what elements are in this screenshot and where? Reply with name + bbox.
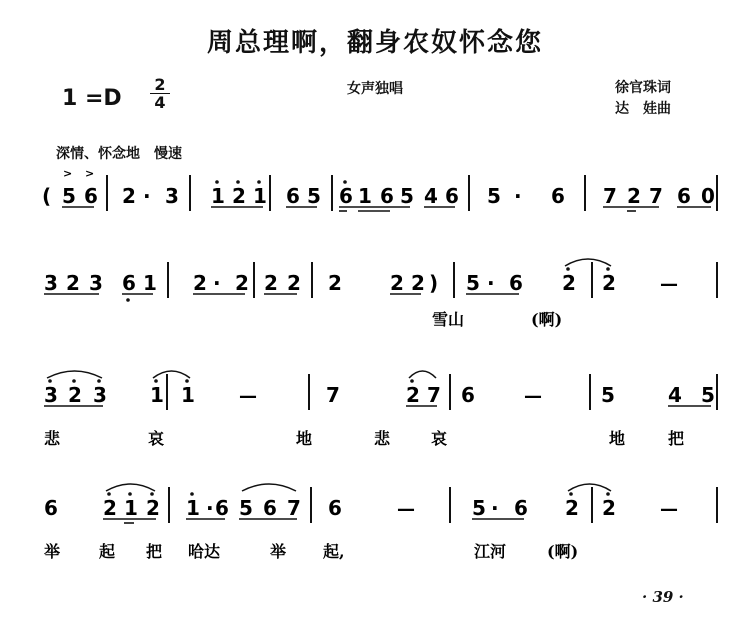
lyric: (啊) bbox=[547, 542, 579, 561]
slur bbox=[242, 484, 296, 491]
octave-dot-high bbox=[150, 492, 154, 496]
note: 2 bbox=[232, 184, 246, 208]
note: 6 bbox=[445, 184, 459, 208]
lyric: 江河 bbox=[474, 542, 507, 561]
note: 2 bbox=[193, 271, 207, 295]
slur bbox=[409, 371, 436, 378]
note: 1 bbox=[211, 184, 225, 208]
note: 6 bbox=[44, 496, 58, 520]
note: 3 bbox=[165, 184, 179, 208]
note: 2 bbox=[66, 271, 80, 295]
octave-dot-high bbox=[410, 379, 414, 383]
note: 5 bbox=[307, 184, 321, 208]
note: 4 bbox=[424, 184, 438, 208]
octave-dot-high bbox=[343, 180, 347, 184]
composer-credit: 达 娃曲 bbox=[615, 101, 671, 117]
octave-dot-high bbox=[566, 267, 570, 271]
octave-dot-high bbox=[128, 492, 132, 496]
note: 6 bbox=[263, 496, 277, 520]
octave-dot-high bbox=[97, 379, 101, 383]
note: 5 bbox=[62, 184, 76, 208]
extension-dash: — bbox=[397, 499, 415, 520]
octave-dot-low bbox=[126, 298, 130, 302]
slur bbox=[153, 371, 190, 378]
note: 6 bbox=[328, 496, 342, 520]
dotted-rhythm: · bbox=[514, 184, 522, 208]
note: 3 bbox=[44, 271, 58, 295]
note: 6 bbox=[84, 184, 98, 208]
octave-dot-high bbox=[72, 379, 76, 383]
note: 6 bbox=[514, 496, 528, 520]
accent-mark: > bbox=[85, 167, 95, 180]
note: 2 bbox=[264, 271, 278, 295]
note: 2 bbox=[411, 271, 425, 295]
note: 6 bbox=[215, 496, 229, 520]
note: 5 bbox=[239, 496, 253, 520]
lyric: 举 bbox=[270, 542, 287, 561]
lyric: 地 bbox=[609, 429, 626, 448]
slur bbox=[568, 484, 611, 491]
note: 2 bbox=[328, 271, 342, 295]
accent-mark: > bbox=[63, 167, 73, 180]
dotted-rhythm: · bbox=[487, 271, 495, 295]
lyric: 悲 bbox=[374, 429, 391, 448]
octave-dot-high bbox=[257, 180, 261, 184]
note: 3 bbox=[89, 271, 103, 295]
lyric: 把 bbox=[668, 429, 685, 448]
time-signature-denominator: 4 bbox=[150, 93, 170, 111]
performance-type: 女声独唱 bbox=[347, 81, 403, 97]
octave-dot-high bbox=[107, 492, 111, 496]
song-title: 周总理啊，翻身农奴怀念您 bbox=[206, 28, 543, 58]
note: 7 bbox=[427, 383, 441, 407]
note: 1 bbox=[124, 496, 138, 520]
note: 5 bbox=[466, 271, 480, 295]
note: 2 bbox=[68, 383, 82, 407]
octave-dot-high bbox=[606, 267, 610, 271]
note: 2 bbox=[562, 271, 576, 295]
time-signature-numerator: 2 bbox=[154, 75, 166, 94]
page-number: · 39 · bbox=[642, 588, 684, 606]
octave-dot-high bbox=[154, 379, 158, 383]
note: 6 bbox=[122, 271, 136, 295]
lyric: 地 bbox=[296, 429, 313, 448]
key-signature: 1 =D bbox=[62, 86, 122, 111]
lyric: 哀 bbox=[431, 429, 448, 448]
note: 7 bbox=[649, 184, 663, 208]
octave-dot-high bbox=[48, 379, 52, 383]
octave-dot-high bbox=[190, 492, 194, 496]
lyric: (啊) bbox=[531, 310, 563, 329]
octave-dot-high bbox=[185, 379, 189, 383]
note: 1 bbox=[253, 184, 267, 208]
dotted-rhythm: · bbox=[206, 496, 214, 520]
note: 2 bbox=[627, 184, 641, 208]
note: 2 bbox=[235, 271, 249, 295]
tempo-marking: 深情、怀念地 慢速 bbox=[56, 146, 182, 162]
note: 3 bbox=[93, 383, 107, 407]
note: 4 bbox=[668, 383, 682, 407]
note: 5 bbox=[601, 383, 615, 407]
note: 1 bbox=[358, 184, 372, 208]
note: 7 bbox=[326, 383, 340, 407]
slur bbox=[565, 259, 611, 266]
note: 2 bbox=[122, 184, 136, 208]
bracket: ( bbox=[42, 184, 52, 208]
lyric: 起, bbox=[323, 542, 345, 561]
bracket: ) bbox=[429, 271, 439, 295]
note: 2 bbox=[287, 271, 301, 295]
note: 6 bbox=[339, 184, 353, 208]
lyric: 哈达 bbox=[188, 542, 221, 561]
lyric: 悲 bbox=[44, 429, 61, 448]
note: 6 bbox=[286, 184, 300, 208]
note: 2 bbox=[602, 271, 616, 295]
lyric: 举 bbox=[44, 542, 61, 561]
slur bbox=[106, 484, 155, 491]
note: 6 bbox=[461, 383, 475, 407]
note: 6 bbox=[380, 184, 394, 208]
note: 1 bbox=[181, 383, 195, 407]
dotted-rhythm: · bbox=[491, 496, 499, 520]
note: 2 bbox=[565, 496, 579, 520]
octave-dot-high bbox=[236, 180, 240, 184]
note: 5 bbox=[400, 184, 414, 208]
note: 1 bbox=[143, 271, 157, 295]
note: 2 bbox=[103, 496, 117, 520]
note: 2 bbox=[602, 496, 616, 520]
note: 2 bbox=[146, 496, 160, 520]
extension-dash: — bbox=[239, 386, 257, 407]
extension-dash: — bbox=[660, 499, 678, 520]
note: 0 bbox=[701, 184, 715, 208]
lyricist-credit: 徐官珠词 bbox=[615, 80, 671, 96]
lyric: 把 bbox=[146, 542, 163, 561]
octave-dot-high bbox=[606, 492, 610, 496]
dotted-rhythm: · bbox=[213, 271, 221, 295]
note: 5 bbox=[487, 184, 501, 208]
note: 6 bbox=[677, 184, 691, 208]
note: 6 bbox=[551, 184, 565, 208]
note: 7 bbox=[603, 184, 617, 208]
lyric: 雪山 bbox=[432, 310, 465, 329]
note: 1 bbox=[150, 383, 164, 407]
note: 2 bbox=[390, 271, 404, 295]
slur bbox=[47, 371, 102, 378]
lyric: 哀 bbox=[148, 429, 165, 448]
note: 5 bbox=[701, 383, 715, 407]
extension-dash: — bbox=[660, 274, 678, 295]
note: 6 bbox=[509, 271, 523, 295]
octave-dot-high bbox=[215, 180, 219, 184]
dotted-rhythm: · bbox=[143, 184, 151, 208]
note: 2 bbox=[406, 383, 420, 407]
octave-dot-high bbox=[569, 492, 573, 496]
note: 7 bbox=[287, 496, 301, 520]
extension-dash: — bbox=[524, 386, 542, 407]
lyric: 起 bbox=[99, 542, 116, 561]
note: 1 bbox=[186, 496, 200, 520]
note: 3 bbox=[44, 383, 58, 407]
note: 5 bbox=[472, 496, 486, 520]
